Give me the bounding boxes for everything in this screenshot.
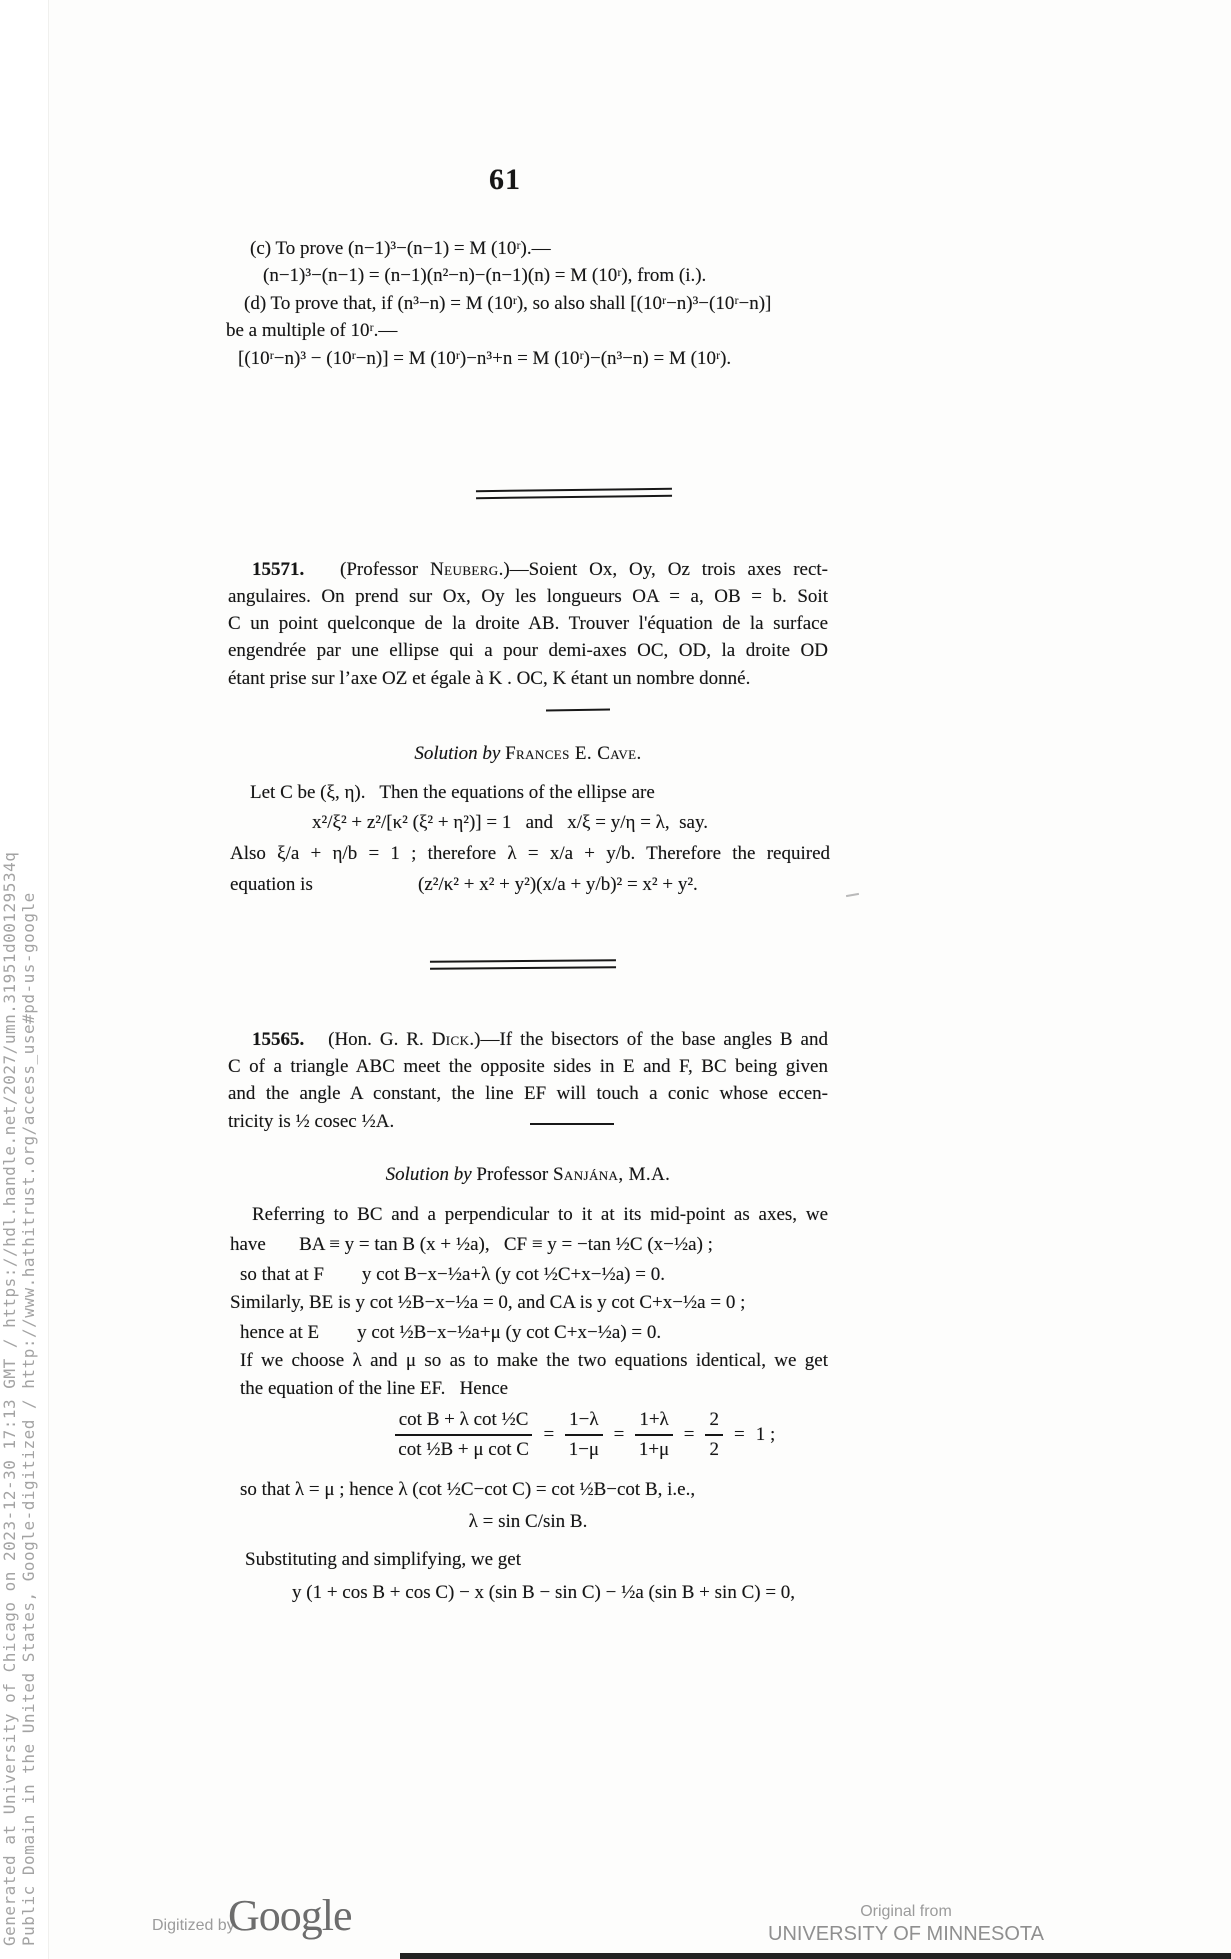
sanjana-line7: the equation of the line EF. Hence	[240, 1378, 509, 1399]
problem-15565-line1	[252, 1028, 828, 1052]
solver-name: Frances E. Cave.	[505, 743, 642, 764]
fraction-denominator: 1−μ	[568, 1439, 600, 1460]
watermark-generated-line: Generated at University of Chicago on 2023-12-30 17:13 GMT / https://hdl.handle.net/2027/umn.31951d00129534q	[0, 851, 19, 1946]
proof-line-c2: (n−1)³−(n−1) = (n−1)(n²−n)−(n−1)(n) = M (10ʳ), from (i.).	[263, 265, 707, 286]
fraction-numerator: cot B + λ cot ½C	[395, 1408, 533, 1436]
problem-15571-line1	[252, 558, 828, 582]
cave-line3-label: equation is	[230, 874, 313, 895]
fraction-numerator: 1−λ	[565, 1408, 602, 1436]
divider-short-rule	[530, 1123, 614, 1125]
proof-line-d3: [(10ʳ−n)³ − (10ʳ−n)] = M (10ʳ)−n³+n = M (10ʳ)−(n³−n) = M (10ʳ).	[238, 348, 732, 369]
problem-15571-line2: angulaires. On prend sur Ox, Oy les longueurs OA = a, OB = b. Soit	[228, 586, 828, 607]
problem-15565-line3: and the angle A constant, the line EF will touch a conic whose eccen-	[228, 1083, 828, 1104]
scan-edge-bar	[400, 1953, 1231, 1959]
proof-line-c: (c) To prove (n−1)³−(n−1) = M (10ʳ).—	[250, 238, 551, 259]
solution-heading-sanjana	[228, 1163, 828, 1187]
cave-line2: Also ξ/a + η/b = 1 ; therefore λ = x/a + y/b. Therefore the required	[230, 843, 830, 864]
fraction-denominator: 1+μ	[638, 1439, 670, 1460]
page-number: 61	[489, 163, 521, 196]
problem-15571-line5: étant prise sur l’axe OZ et égale à K . OC, K étant un nombre donné.	[228, 668, 751, 689]
sanjana-line9: Substituting and simplifying, we get	[245, 1549, 522, 1570]
problem-number: 15565.	[252, 1029, 305, 1050]
problem-text: .)—If the bisectors of the base angles B and	[469, 1029, 828, 1050]
equals-sign: =	[543, 1424, 555, 1445]
sanjana-line3: so that at F y cot B−x−½a+λ (y cot ½C+x−½a) = 0.	[240, 1264, 665, 1285]
problem-15571-line4: engendrée par une ellipse qui a pour demi-axes OC, OD, la droite OD	[228, 640, 828, 661]
google-logo: Google	[228, 1891, 352, 1940]
cave-equation2: (z²/κ² + x² + y²)(x/a + y/b)² = x² + y².	[418, 874, 698, 895]
fraction-denominator: 2	[709, 1439, 719, 1460]
sanjana-line5: hence at E y cot ½B−x−½a+μ (y cot C+x−½a) = 0.	[240, 1322, 662, 1343]
solution-heading-cave	[228, 742, 828, 766]
equation-tail: 1 ;	[755, 1424, 776, 1445]
cave-line1: Let C be (ξ, η). Then the equations of the ellipse are	[250, 782, 655, 803]
fraction-numerator: 2	[705, 1408, 723, 1436]
equals-sign: =	[683, 1424, 695, 1445]
problem-15565-line4: tricity is ½ cosec ½A.	[228, 1111, 395, 1132]
solution-by-label: Solution by	[414, 743, 506, 764]
institution-label: UNIVERSITY OF MINNESOTA	[768, 1923, 1044, 1945]
fraction-1	[395, 1408, 533, 1462]
problem-text: .)—Soient Ox, Oy, Oz trois axes rect-	[498, 559, 828, 580]
author-name: Neuberg	[430, 559, 499, 580]
digitized-by-label: Digitized by	[152, 1917, 235, 1934]
solution-by-label: Solution by	[385, 1164, 477, 1185]
cave-equation1: x²/ξ² + z²/[κ² (ξ² + η²)] = 1 and x/ξ = y/η = λ, say.	[312, 812, 708, 833]
fraction-4	[705, 1408, 723, 1462]
fraction-2	[565, 1408, 602, 1462]
hence-equation	[285, 1408, 885, 1462]
solver-name: Sanjána, M.A.	[552, 1164, 671, 1185]
fraction-denominator: cot ½B + μ cot C	[398, 1439, 529, 1460]
sanjana-line1: Referring to BC and a perpendicular to it at its mid-point as axes, we	[252, 1204, 828, 1225]
problem-15565-line2: C of a triangle ABC meet the opposite sides in E and F, BC being given	[228, 1056, 828, 1077]
problem-15571-line3: C un point quelconque de la droite AB. Trouver l'équation de la surface	[228, 613, 828, 634]
watermark-publicdomain-line: Public Domain in the United States, Google-digitized / http://www.hathitrust.org/access_use#pd-us-google	[19, 892, 38, 1946]
sanjana-line2: have BA ≡ y = tan B (x + ½a), CF ≡ y = −tan ½C (x−½a) ;	[230, 1234, 713, 1255]
lambda-equation: λ = sin C/sin B.	[468, 1511, 588, 1532]
equals-sign: =	[613, 1424, 625, 1445]
solver-title: Professor	[476, 1164, 553, 1185]
sanjana-line6: If we choose λ and μ so as to make the two equations identical, we get	[240, 1350, 828, 1371]
final-equation: y (1 + cos B + cos C) − x (sin B − sin C) − ½a (sin B + sin C) = 0,	[292, 1582, 796, 1603]
sanjana-line8: so that λ = μ ; hence λ (cot ½C−cot C) = cot ½B−cot B, i.e.,	[240, 1479, 696, 1500]
proof-line-d2: be a multiple of 10ʳ.—	[226, 320, 398, 341]
author-name: Dick	[431, 1029, 470, 1050]
proof-line-d: (d) To prove that, if (n³−n) = M (10ʳ), so also shall [(10ʳ−n)³−(10ʳ−n)]	[244, 293, 772, 314]
divider-double-rule	[430, 959, 616, 970]
problem-text: (Professor	[304, 559, 431, 580]
problem-number: 15571.	[252, 559, 305, 580]
fraction-numerator: 1+λ	[635, 1408, 672, 1436]
fraction-3	[635, 1408, 672, 1462]
sanjana-line4: Similarly, BE is y cot ½B−x−½a = 0, and CA is y cot C+x−½a = 0 ;	[230, 1292, 746, 1313]
equals-sign: =	[733, 1424, 745, 1445]
original-from-label: Original from	[860, 1903, 952, 1920]
problem-text: (Hon. G. R.	[304, 1029, 432, 1050]
